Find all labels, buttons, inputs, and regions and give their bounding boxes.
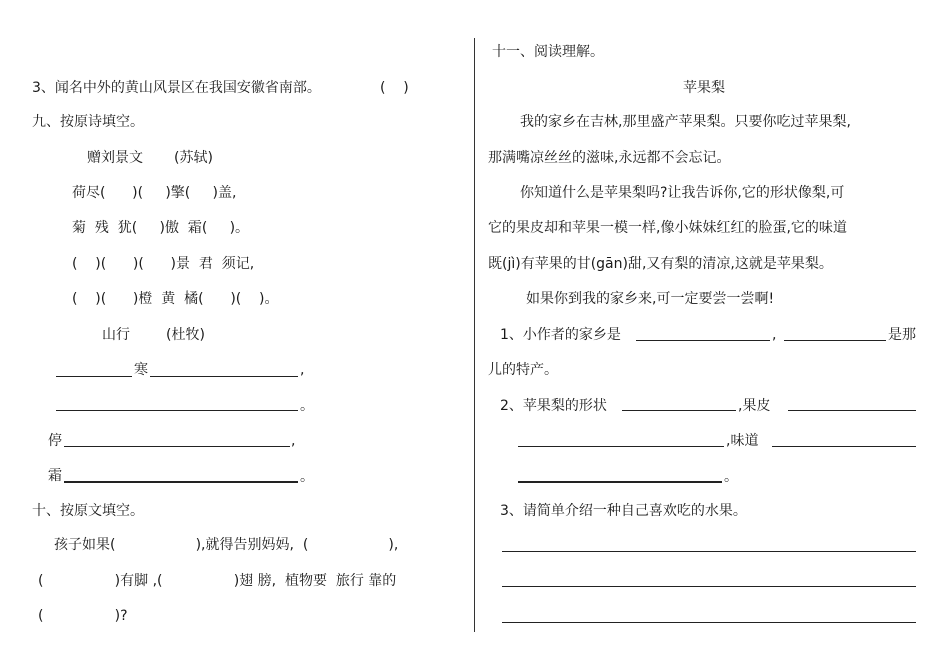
punctuation: , <box>300 362 305 378</box>
question-2-peel-label: ,果皮 <box>738 398 771 414</box>
section-10-line-1: 孩子如果( ),就得告别妈妈, ( ), <box>54 537 399 553</box>
poem-2-line-1-char: 寒 <box>134 362 148 378</box>
blank-line[interactable] <box>150 376 298 377</box>
poem-1-title: 赠刘景文 <box>87 150 143 166</box>
poem-2-line-3-char: 停 <box>48 433 62 449</box>
answer-line[interactable] <box>502 622 916 623</box>
article-paragraph-line: 我的家乡在吉林,那里盛产苹果梨。只要你吃过苹果梨, <box>520 114 851 130</box>
article-paragraph-line: 那满嘴凉丝丝的滋味,永远都不会忘记。 <box>488 150 731 166</box>
poem-2-author: (杜牧) <box>166 327 205 343</box>
answer-line[interactable] <box>502 551 916 552</box>
answer-blank[interactable] <box>622 410 736 411</box>
punctuation: 。 <box>300 398 314 414</box>
answer-line[interactable] <box>502 586 916 587</box>
answer-blank[interactable] <box>518 446 724 447</box>
column-divider <box>474 38 475 632</box>
question-1-continued: 儿的特产。 <box>488 362 558 378</box>
answer-blank[interactable] <box>518 481 722 483</box>
reading-question-3: 3、请简单介绍一种自己喜欢吃的水果。 <box>500 503 747 519</box>
answer-blank[interactable] <box>636 340 770 341</box>
blank-line[interactable] <box>64 446 290 447</box>
poem-2-line-4-char: 霜 <box>48 468 62 484</box>
punctuation: 。 <box>300 469 314 485</box>
section-10-line-3: ( )? <box>38 608 128 624</box>
poem-1-author: (苏轼) <box>174 150 213 166</box>
poem-1-line-4: ( )( )橙 黄 橘( )( )。 <box>72 291 279 307</box>
blank-line[interactable] <box>56 376 132 377</box>
article-paragraph-line: 你知道什么是苹果梨吗?让我告诉你,它的形状像梨,可 <box>520 185 845 201</box>
poem-1-line-3: ( )( )( )景 君 须记, <box>72 256 255 272</box>
reading-question-1: 1、小作者的家乡是 <box>500 327 621 343</box>
blank-line[interactable] <box>56 410 298 411</box>
article-title: 苹果梨 <box>683 80 725 96</box>
question-2-taste-label: ,味道 <box>726 433 759 449</box>
reading-question-2: 2、苹果梨的形状 <box>500 398 607 414</box>
blank-line[interactable] <box>64 481 298 483</box>
answer-parenthesis[interactable]: ( ) <box>380 80 409 96</box>
question-3-text: 3、闻名中外的黄山风景区在我国安徽省南部。 <box>32 80 321 96</box>
section-10-title: 十、按原文填空。 <box>32 503 144 519</box>
poem-2-title: 山行 <box>102 327 130 343</box>
answer-blank[interactable] <box>784 340 886 341</box>
article-paragraph-line: 如果你到我的家乡来,可一定要尝一尝啊! <box>526 291 775 307</box>
punctuation: , <box>772 327 777 343</box>
section-9-title: 九、按原诗填空。 <box>32 114 144 130</box>
poem-1-line-2: 菊 残 犹( )傲 霜( )。 <box>72 220 250 236</box>
answer-blank[interactable] <box>772 446 916 447</box>
answer-blank[interactable] <box>788 410 916 411</box>
section-11-title: 十一、阅读理解。 <box>492 44 604 60</box>
article-paragraph-line: 既(jì)有苹果的甘(gān)甜,又有梨的清凉,这就是苹果梨。 <box>488 256 833 272</box>
section-10-line-2: ( )有脚 ,( )翅 膀, 植物要 旅行 靠的 <box>38 573 397 589</box>
punctuation: , <box>291 433 296 449</box>
punctuation: 。 <box>724 469 738 485</box>
poem-1-line-1: 荷尽( )( )擎( )盖, <box>72 185 237 201</box>
article-paragraph-line: 它的果皮却和苹果一模一样,像小妹妹红红的脸蛋,它的味道 <box>488 220 847 236</box>
question-1-tail: 是那 <box>888 327 916 343</box>
